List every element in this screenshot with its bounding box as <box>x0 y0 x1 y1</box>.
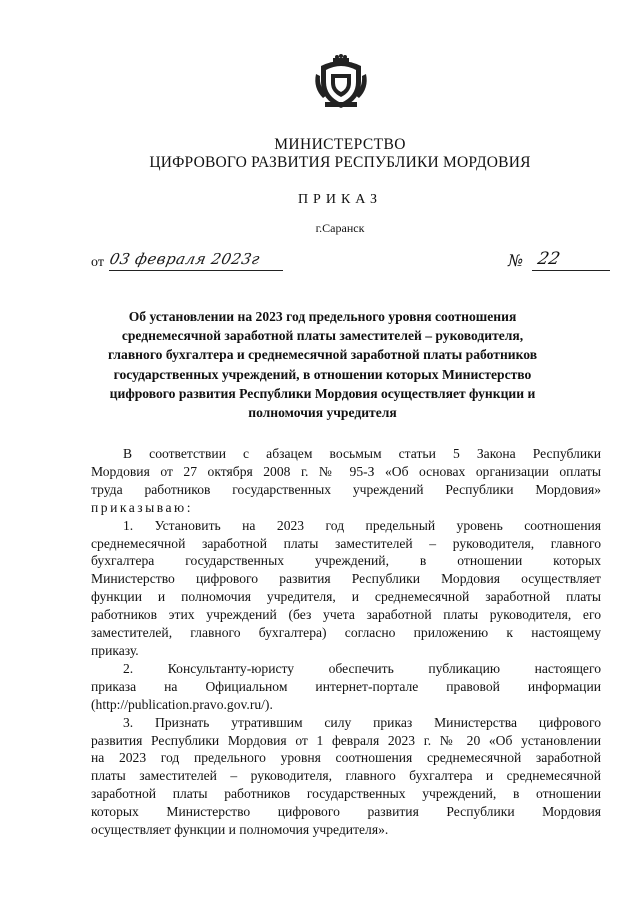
item-3-line: которых Министерство цифрового развития Республики Мордовия <box>91 804 601 820</box>
item-3 <box>91 714 601 839</box>
order-date <box>91 252 283 274</box>
title-line: среднемесячной заработной платы заместителей – руководителя, <box>121 328 524 344</box>
date-underline <box>109 270 283 271</box>
item-1 <box>91 517 601 660</box>
order-body <box>91 445 601 839</box>
item-1-line: бухгалтера государственных учреждений, в отношении которых <box>91 553 601 569</box>
date-prefix: от <box>91 255 104 270</box>
document-type: ПРИКАЗ <box>297 192 383 207</box>
title-line: цифрового развития Республики Мордовия осуществляет функции и <box>109 385 536 401</box>
ministry-name-line1: МИНИСТЕРСТВО <box>274 136 406 153</box>
preamble-line: приказываю: <box>91 499 193 515</box>
number-handwritten: 22 <box>535 249 562 269</box>
preamble-line: труда работников государственных учреждений Республики Мордовия» <box>91 481 601 497</box>
coat-of-arms-emblem <box>311 52 371 112</box>
item-1-line: функции и полномочия учредителя, и среднемесячной заработной платы <box>91 589 601 605</box>
item-3-line: развития Республики Мордовия от 1 февраля 2023 г. № 20 «Об установлении <box>91 732 601 748</box>
item-1-line: Министерство цифрового развития Республики Мордовия осуществляет <box>91 571 601 587</box>
title-line: главного бухгалтера и среднемесячной заработной платы работников <box>107 347 538 363</box>
title-line: государственных учреждений, в отношении которых Министерство <box>113 366 532 382</box>
item-3-line: платы заместителей – руководителя, главного бухгалтера и среднемесячной <box>91 768 601 784</box>
item-3-line: 3. Признать утратившим силу приказ Министерства цифрового <box>123 714 601 730</box>
order-title <box>95 307 550 422</box>
order-number <box>508 249 610 274</box>
number-sign: № <box>508 251 524 270</box>
preamble-line: Мордовия от 27 октября 2008 г. № 95-З «Об основах организации оплаты <box>91 463 601 479</box>
item-1-line: работников этих учреждений (без учета заработной платы руководителя, его <box>91 607 601 623</box>
item-1-line: заместителей, главного бухгалтера) согласно приложению к настоящему <box>91 625 601 641</box>
title-line: Об установлении на 2023 год предельного уровня соотношения <box>128 309 517 324</box>
item-1-line: среднемесячной заработной платы заместителей – руководителя, главного <box>91 535 601 551</box>
item-3-line: на 2023 год предельного уровня соотношения среднемесячной заработной <box>91 750 601 766</box>
item-2-line: 2. Консультанту-юристу обеспечить публикацию настоящего <box>123 660 601 676</box>
number-underline <box>532 270 610 271</box>
item-1-line: приказу. <box>91 642 139 658</box>
item-2-line: (http://publication.pravo.gov.ru/). <box>91 696 273 712</box>
item-2 <box>91 660 601 714</box>
preamble-paragraph <box>91 445 601 517</box>
item-3-line: заработной платы работников государственных учреждений, в отношении <box>91 786 601 802</box>
date-handwritten: 03 февраля 2023г <box>108 250 262 268</box>
ministry-name-line2: ЦИФРОВОГО РАЗВИТИЯ РЕСПУБЛИКИ МОРДОВИЯ <box>149 154 531 171</box>
item-1-line: 1. Установить на 2023 год предельный уровень соотношения <box>123 517 601 533</box>
city: г.Саранск <box>315 221 365 235</box>
preamble-line: В соответствии с абзацем восьмым статьи 5 Закона Республики <box>123 446 601 461</box>
title-line: полномочия учредителя <box>248 405 397 421</box>
item-3-line: осуществляет функции и полномочия учредителя». <box>91 822 389 838</box>
item-2-line: приказа на Официальном интернет-портале правовой информации <box>91 678 601 694</box>
